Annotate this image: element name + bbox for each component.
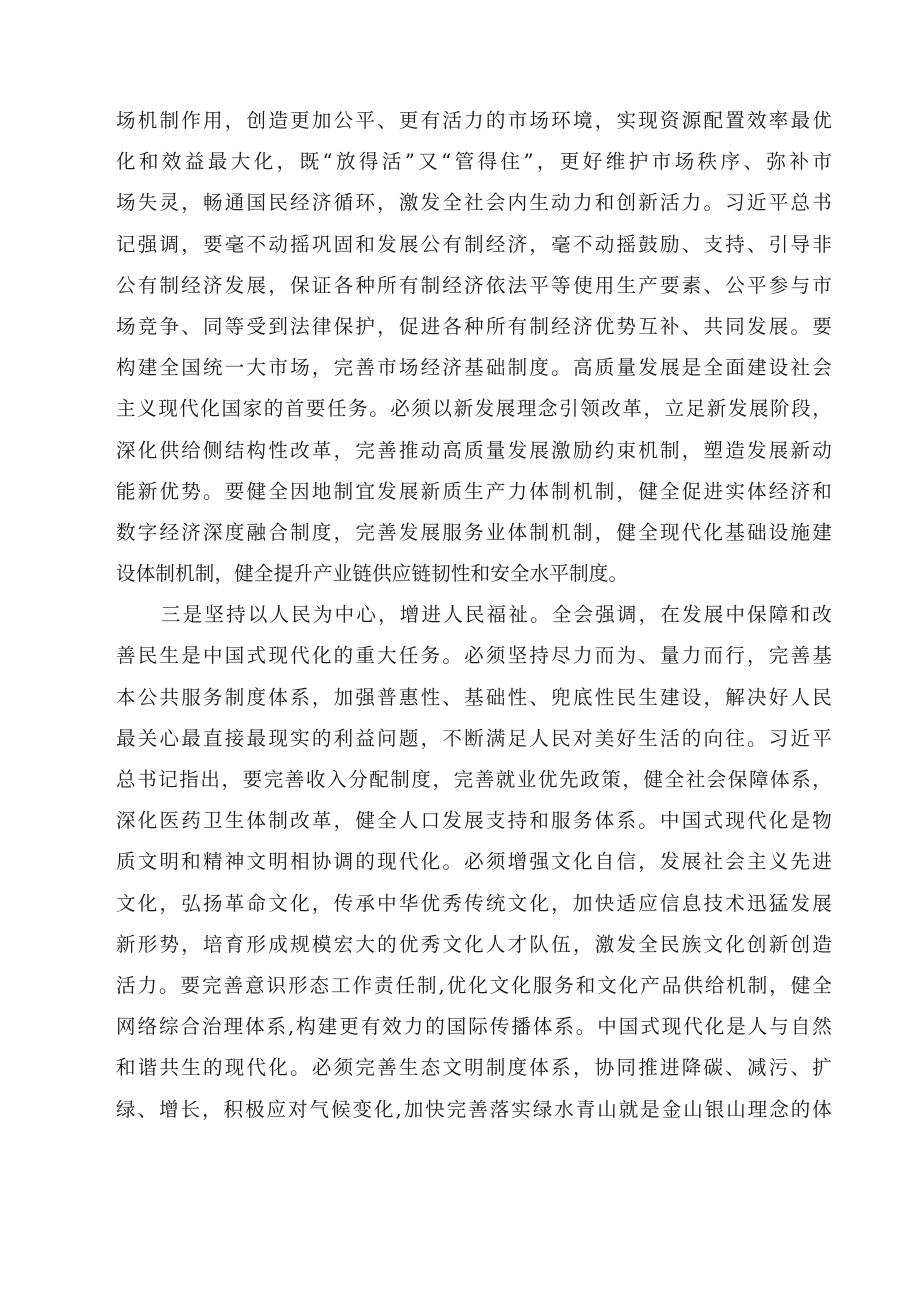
text-line: 质文明和精神文明相协调的现代化。必须增强文化自信，发展社会主义先进: [116, 850, 832, 874]
text-line: 最关心最直接最现实的利益问题，不断满足人民对美好生活的向往。习近平: [116, 726, 832, 750]
text-line: 构建全国统一大市场，完善市场经济基础制度。高质量发展是全面建设社会: [116, 356, 832, 380]
text-line: 深化医药卫生体制改革，健全人口发展支持和服务体系。中国式现代化是物: [116, 809, 832, 833]
text-line: 总书记指出，要完善收入分配制度，完善就业优先政策，健全社会保障体系，: [116, 768, 832, 791]
text-line: 数字经济深度融合制度，完善发展服务业体制机制，健全现代化基础设施建: [116, 520, 832, 544]
paragraph-end-line: 设体制机制，健全提升产业链供应链韧性和安全水平制度。: [116, 562, 629, 586]
text-line: 公有制经济发展，保证各种所有制经济依法平等使用生产要素、公平参与市: [116, 273, 832, 297]
text-line: 绿、增长，积极应对气候变化,加快完善落实绿水青山就是金山银山理念的体: [116, 1097, 832, 1121]
text-line: 场竞争、同等受到法律保护，促进各种所有制经济优势互补、共同发展。要: [116, 314, 832, 338]
text-line: 善民生是中国式现代化的重大任务。必须坚持尽力而为、量力而行，完善基: [116, 644, 832, 668]
paragraph-start-line: 三是坚持以人民为中心，增进人民福祉。全会强调，在发展中保障和改: [161, 603, 832, 627]
text-line: 场失灵，畅通国民经济循环，激发全社会内生动力和创新活力。习近平总书: [116, 191, 832, 215]
text-line: 文化，弘扬革命文化，传承中华优秀传统文化，加快适应信息技术迅猛发展: [116, 891, 832, 915]
text-line: 场机制作用，创造更加公平、更有活力的市场环境，实现资源配置效率最优: [116, 109, 832, 132]
body-text: [116, 100, 832, 1130]
text-line: 和谐共生的现代化。必须完善生态文明制度体系，协同推进降碳、减污、扩: [116, 1056, 832, 1080]
text-line: 能新优势。要健全因地制宜发展新质生产力体制机制，健全促进实体经济和: [116, 479, 832, 503]
text-line: 记强调，要毫不动摇巩固和发展公有制经济，毫不动摇鼓励、支持、引导非: [116, 232, 832, 256]
text-line: 深化供给侧结构性改革，完善推动高质量发展激励约束机制，塑造发展新动: [116, 438, 832, 462]
text-line: 本公共服务制度体系，加强普惠性、基础性、兜底性民生建设，解决好人民: [116, 685, 832, 709]
text-line: 主义现代化国家的首要任务。必须以新发展理念引领改革，立足新发展阶段，: [116, 397, 832, 421]
text-line: 化和效益最大化，既“放得活”又“管得住”，更好维护市场秩序、弥补市: [116, 150, 832, 174]
text-line: 网络综合治理体系,构建更有效力的国际传播体系。中国式现代化是人与自然: [116, 1015, 832, 1039]
text-line: 新形势，培育形成规模宏大的优秀文化人才队伍，激发全民族文化创新创造: [116, 932, 832, 956]
text-line: 活力。要完善意识形态工作责任制,优化文化服务和文化产品供给机制，健全: [116, 973, 832, 997]
